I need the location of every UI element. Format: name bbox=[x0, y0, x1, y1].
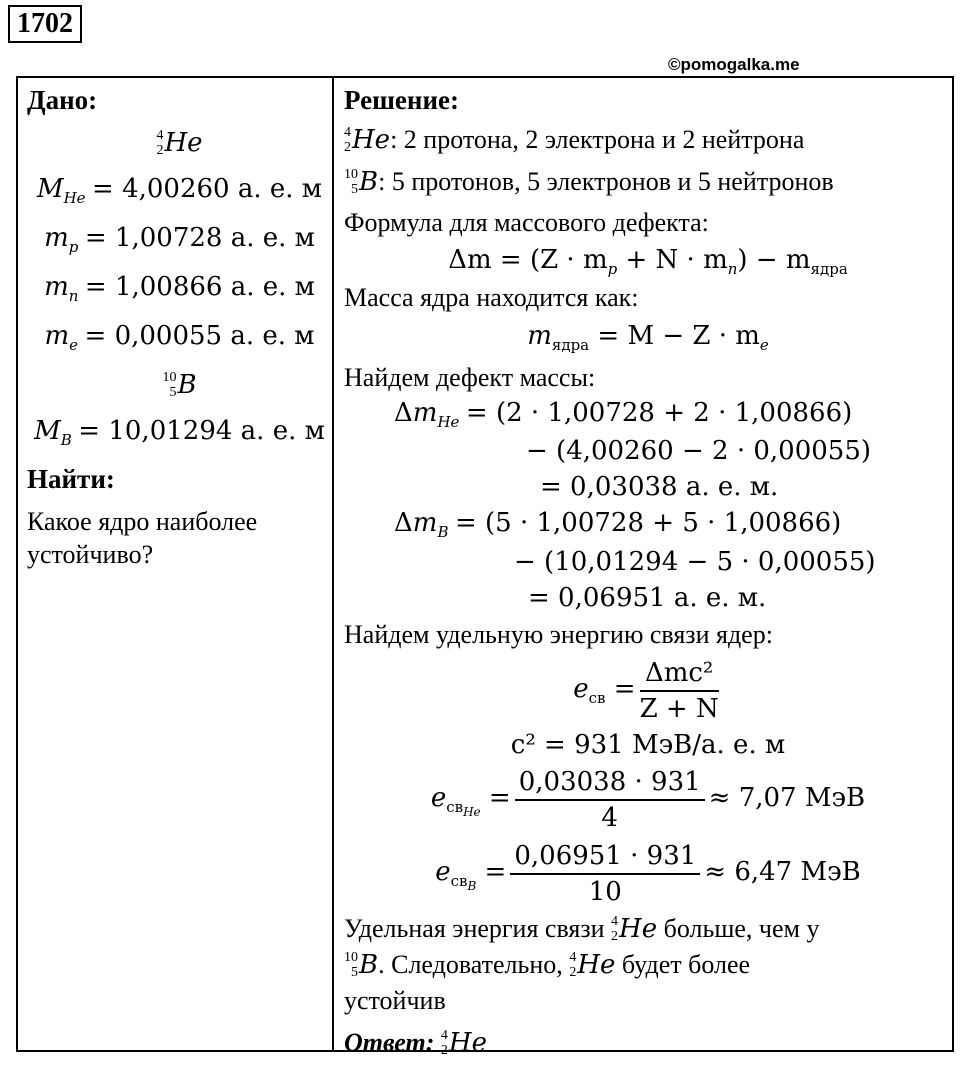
calc-intro: Найдем дефект массы: bbox=[344, 363, 596, 392]
dm-he-line-3: = 0,03038 а. е. м. bbox=[540, 472, 779, 502]
given-neutron-mass: $m_n = 1,00866$ а. е. м bbox=[44, 272, 315, 305]
energy-he: $e_{свHe}$ = $\frac{0,03038 \cdot 931}{4}$ ≈ 7,07 МэВ bbox=[430, 767, 866, 834]
dm-b-line-1: $\Delta m_B = (5 \cdot 1,00728 + 5 \cdot 1,00866)$ bbox=[394, 508, 842, 541]
answer-label: Ответ: bbox=[344, 1028, 435, 1057]
given-column bbox=[18, 78, 334, 1050]
defect-formula: $\Delta m = (Z \cdot m_p + N \cdot m_n) - m_{ядра}$ bbox=[448, 245, 848, 278]
conclusion-line-3: устойчив bbox=[344, 986, 446, 1015]
task-text: Какое ядро наиболее устойчиво? bbox=[27, 507, 258, 569]
defect-intro: Формула для массового дефекта: bbox=[344, 208, 709, 237]
conclusion-line-2: 10 5 B. Следовательно, 4 2 He будет более bbox=[344, 950, 751, 981]
nucleus-formula: $m_{ядра} = M - Z \cdot m_e$ bbox=[527, 321, 769, 354]
given-he-isotope: 4 2 He bbox=[156, 128, 203, 159]
given-b-isotope: 10 5 B bbox=[162, 370, 197, 401]
conclusion-line-1: Удельная энергия связи 4 2 He больше, чем у bbox=[344, 914, 820, 945]
solution-table bbox=[16, 76, 954, 1059]
energy-formula: $e_{св}$ = $\frac{\text{Δmc²}}{Z + N}$ bbox=[573, 658, 719, 725]
find-heading: Найти: bbox=[27, 464, 115, 494]
dm-he-line-1: $\Delta m_{He} = (2 \cdot 1,00728 + 2 \cdot 1,00866)$ bbox=[394, 398, 853, 431]
given-he-mass: $M_{He} = 4,00260$ а. е. м bbox=[36, 174, 323, 207]
problem-number: 1702 bbox=[8, 5, 82, 43]
answer-line: Ответ: 4 2 He bbox=[344, 1028, 487, 1059]
he-composition: 4 2 He: 2 протона, 2 электрона и 2 нейтрона bbox=[344, 125, 805, 156]
energy-b: $e_{свB}$ = $\frac{0,06951 \cdot 931}{10}$ ≈ 6,47 МэВ bbox=[435, 841, 861, 908]
nucleus-intro: Масса ядра находится как: bbox=[344, 283, 639, 312]
given-electron-mass: $m_e = 0,00055$ а. е. м bbox=[44, 321, 315, 354]
given-b-mass: $M_B = 10,01294$ а. е. м bbox=[34, 416, 325, 449]
dm-b-line-2: − (10,01294 − 5 · 0,00055) bbox=[514, 547, 876, 577]
dm-b-line-3: = 0,06951 а. е. м. bbox=[528, 583, 767, 613]
b-composition: 10 5 B: 5 протонов, 5 электронов и 5 нейтронов bbox=[344, 167, 834, 198]
given-heading: Дано: bbox=[27, 85, 98, 115]
solution-heading: Решение: bbox=[344, 85, 459, 115]
watermark: ©pomogalka.me bbox=[668, 55, 800, 74]
energy-intro: Найдем удельную энергию связи ядер: bbox=[344, 620, 773, 649]
given-proton-mass: $m_p = 1,00728$ а. е. м bbox=[44, 223, 315, 256]
dm-he-line-2: − (4,00260 − 2 · 0,00055) bbox=[526, 436, 872, 466]
c-squared: c² = 931 МэВ/а. е. м bbox=[510, 730, 786, 760]
solution-column bbox=[334, 78, 952, 1059]
